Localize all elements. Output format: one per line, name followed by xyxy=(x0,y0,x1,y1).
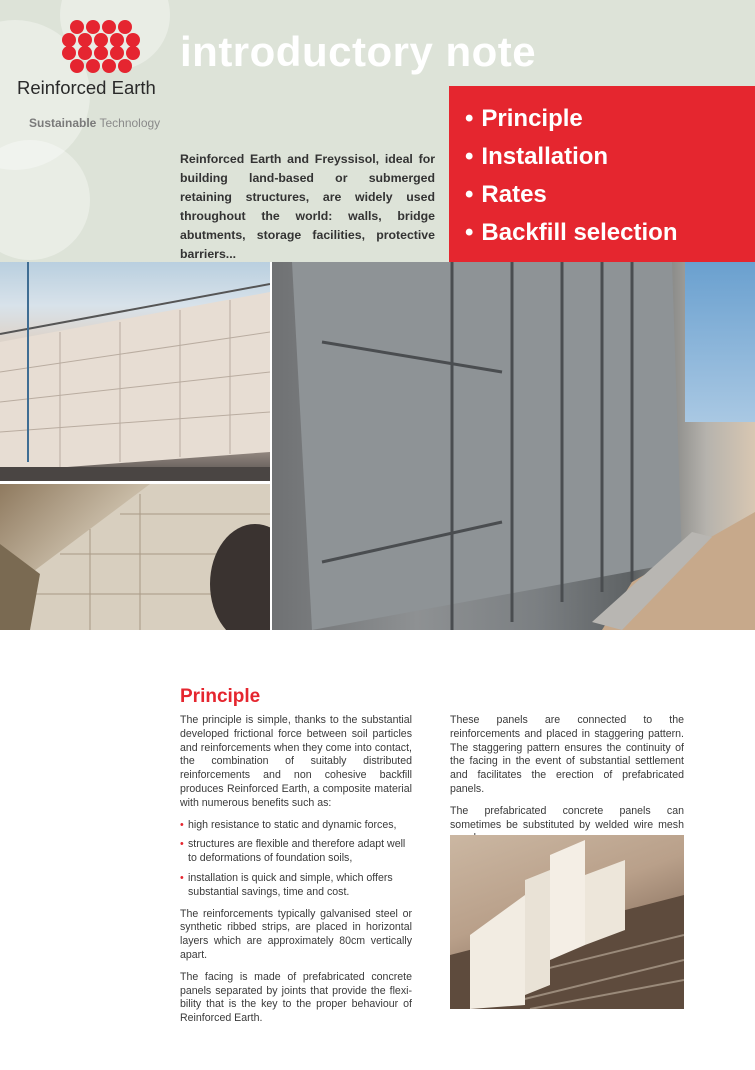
topics-list xyxy=(449,86,755,252)
topic-item: • Rates xyxy=(465,176,755,214)
paragraph: The principle is simple, thanks to the substantial developed frictional force between soil particles and reinforcements when they come into contact, the combination of suitably distributed reinforcements and non cohesive backfill produces Reinforced Earth, a composite material with numerous benefits such as: xyxy=(180,714,412,809)
topics-box xyxy=(449,86,755,262)
tagline-rest: Technology xyxy=(96,116,161,130)
topic-item: • Backfill selection xyxy=(465,214,755,252)
page-title: introductory note xyxy=(180,28,537,75)
panel-installation-illustration xyxy=(450,835,684,1009)
tagline xyxy=(29,116,160,130)
paragraph: The prefabricated concrete panels can sometimes be substituted by welded wire mesh xyxy=(450,804,684,831)
paragraph: The facing is made of prefabricated concrete panels separated by joints that provide the flexi-bility that is the key to the proper behaviour of Reinforced Earth. xyxy=(180,970,412,1025)
photo-retaining-wall-road xyxy=(0,262,270,481)
topic-item: • Principle xyxy=(465,100,755,138)
list-item: • high resistance to static and dynamic forces, xyxy=(180,819,412,833)
tagline-bold: Sustainable xyxy=(29,116,97,130)
photo-wall-arch xyxy=(0,484,270,630)
section-heading-principle: Principle xyxy=(180,686,261,707)
list-item: • structures are flexible and therefore adapt well to deformations of foundation soils, xyxy=(180,838,412,866)
reinforced-earth-logo-icon xyxy=(62,20,142,72)
photo-long-wall-curve xyxy=(272,262,755,630)
panel-diagram xyxy=(450,835,684,1009)
paragraph: The reinforcements typically galvanised steel or synthetic ribbed strips, are placed in horizontal layers which are approximately 80cm vertically apart. xyxy=(180,907,412,961)
benefits-list xyxy=(180,819,412,900)
wall-illustration xyxy=(0,262,270,481)
list-item: • installation is quick and simple, which offers substantial savings, time and cost. xyxy=(180,872,412,900)
topic-item: • Installation xyxy=(465,138,755,176)
header-band xyxy=(0,0,755,262)
arch-illustration xyxy=(0,484,270,630)
principle-column-left xyxy=(180,714,412,1034)
brand-name: Reinforced Earth xyxy=(17,77,156,98)
intro-paragraph: Reinforced Earth and Freyssisol, ideal for building land-based or submerged retaining structures, are widely used throughout the world: walls, bridge abutments, storage facilities, protective barriers... xyxy=(180,152,435,261)
long-wall-illustration xyxy=(272,262,755,630)
paragraph: These panels are connected to the reinforcements and placed in staggering pattern. The staggering pattern ensures the continuity of the facing in the event of substantial settlement and facilitates the erection of prefabricated panels. xyxy=(450,714,684,795)
principle-column-right xyxy=(450,714,684,854)
decorative-circle xyxy=(0,140,90,260)
